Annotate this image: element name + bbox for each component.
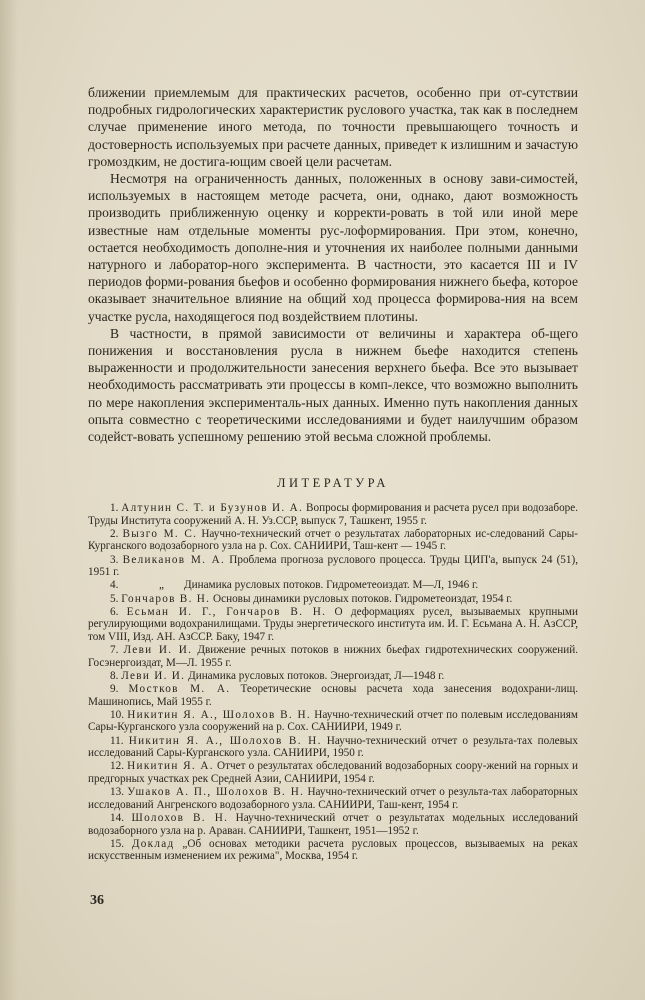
reference-item: 11. Никитин Я. А., Шолохов В. Н. Научно-технический отчет о результа-тах полевых исследований Сары-Курганского узла. САНИИРИ, 1950 г. — [88, 734, 579, 760]
paragraph-3: В частности, в прямой зависимости от величины и характера об-щего понижения и восстановления русла в нижнем бьефе находится степень выраженности и продолжительности занесения верхнего бьефа. Все это вызывает необходимость рассматривать эти процессы в комп-лексе, что возможно выполнить по мере накопления эксперименталь-ных данных. Именно путь накопления данных опыта совместно с теоретическими исследованиями и будет наилучшим образом содейст-вовать успешному решению этой весьма сложной проблемы. — [88, 325, 578, 445]
paragraph-1: ближении приемлемым для практических расчетов, особенно при от-сутствии подробных гидрологических характеристик руслового участка, так как в последнем случае применение иного метода, по точности превышающего точность и достоверность используемых при расчете данных, приведет к излишним и зачастую громоздким, не достига-ющим своей цели расчетам. — [88, 85, 578, 169]
reference-item: 6. Есьман И. Г., Гончаров В. Н. О деформациях русел, вызываемых крупными регулирующими водохранилищами. Труды энергетического института им. И. Г. Есьмана А. Н. АзССР, том VIII, Изд. АН. АзССР. Баку, 1947 г. — [88, 605, 578, 643]
reference-item: 5. Гончаров В. Н. Основы динамики русловых потоков. Гидрометеоиздат, 1954 г. — [110, 592, 513, 605]
references-heading: ЛИТЕРАТУРА — [277, 476, 389, 490]
reference-item: 15. Доклад „Об основах методики расчета русловых процессов, вызываемых на реках искусственным изменением их режима", Москва, 1954 г. — [88, 837, 579, 863]
reference-item: 4. „ Динамика русловых потоков. Гидрометеоиздат. М—Л, 1946 г. — [110, 579, 479, 592]
references-list — [88, 502, 578, 864]
reference-item: 8. Леви И. И. Динамика русловых потоков. Энергоиздат, Л—1948 г. — [110, 669, 445, 682]
reference-item: 1. Алтунин С. Т. и Бузунов И. А. Вопросы формирования и расчета русел при водозаборе. Труды Института сооружений А. Н. Уз.ССР, выпуск 7, Ташкент, 1955 г. — [88, 502, 579, 527]
reference-item: 9. Мостков М. А. Теоретические основы расчета хода занесения водохрани-лищ. Машинопись, Май 1955 г. — [88, 683, 578, 708]
reference-item: 3. Великанов М. А. Проблема прогноза руслового процесса. Труды ЦИП'а, выпуск 24 (51), 1951 г. — [88, 553, 579, 579]
reference-item: 13. Ушаков А. П., Шолохов В. Н. Научно-технический отчет о результа-тах лабораторных исследований Ангренского водозаборного узла. САНИИРИ, Таш-кент, 1954 г. — [88, 786, 579, 811]
paragraph-2: Несмотря на ограниченность данных, положенных в основу зави-симостей, используемых в настоящем методе расчета, они, однако, дают возможность производить приближенную оценку и корректи-ровать в той или иной мере известные нам отдельные моменты рус-лоформирования. При этом, конечно, остается необходимость дополне-ния и уточнения их наиболее полными данными натурного и лаборатор-ного эксперимента. В частности, это касается III и IV периодов форми-рования бьефов и особенно формирования нижнего бьефа, которое оказывает значительное влияние на общий ход процесса формирова-ния на всем участке русла, находящегося под воздействием плотины. — [88, 171, 578, 324]
page-binding-shadow — [0, 0, 18, 1000]
reference-item: 10. Никитин Я. А., Шолохов В. Н. Научно-технический отчет по полевым исследованиям Сары-Курганского узла сооружений на р. Сох. САНИИРИ, 1949 г. — [88, 708, 579, 734]
reference-item: 7. Леви И. И. Движение речных потоков в нижних бьефах гидротехнических сооружений. Госэнергоиздат, М—Л. 1955 г. — [88, 644, 579, 669]
body-text — [88, 84, 578, 445]
reference-item: 12. Никитин Я. А. Отчет о результатах обследований водозаборных соору-жений на горных и предгорных участках рек Средней Азии, САНИИРИ, 1954 г. — [88, 760, 579, 785]
reference-item: 2. Вызго М. С. Научно-технический отчет о результатах лабораторных ис-следований Сары-Курганского водозаборного узла на р. Сох. САНИИРИ, Таш-кент — 1945 г. — [88, 527, 579, 553]
page-number: 36 — [90, 893, 104, 908]
reference-item: 14. Шолохов В. Н. Научно-технический отчет о результатах модельных исследований водозаборного узла на р. Араван. САНИИРИ, Ташкент, 1951—1952 г. — [88, 811, 579, 837]
